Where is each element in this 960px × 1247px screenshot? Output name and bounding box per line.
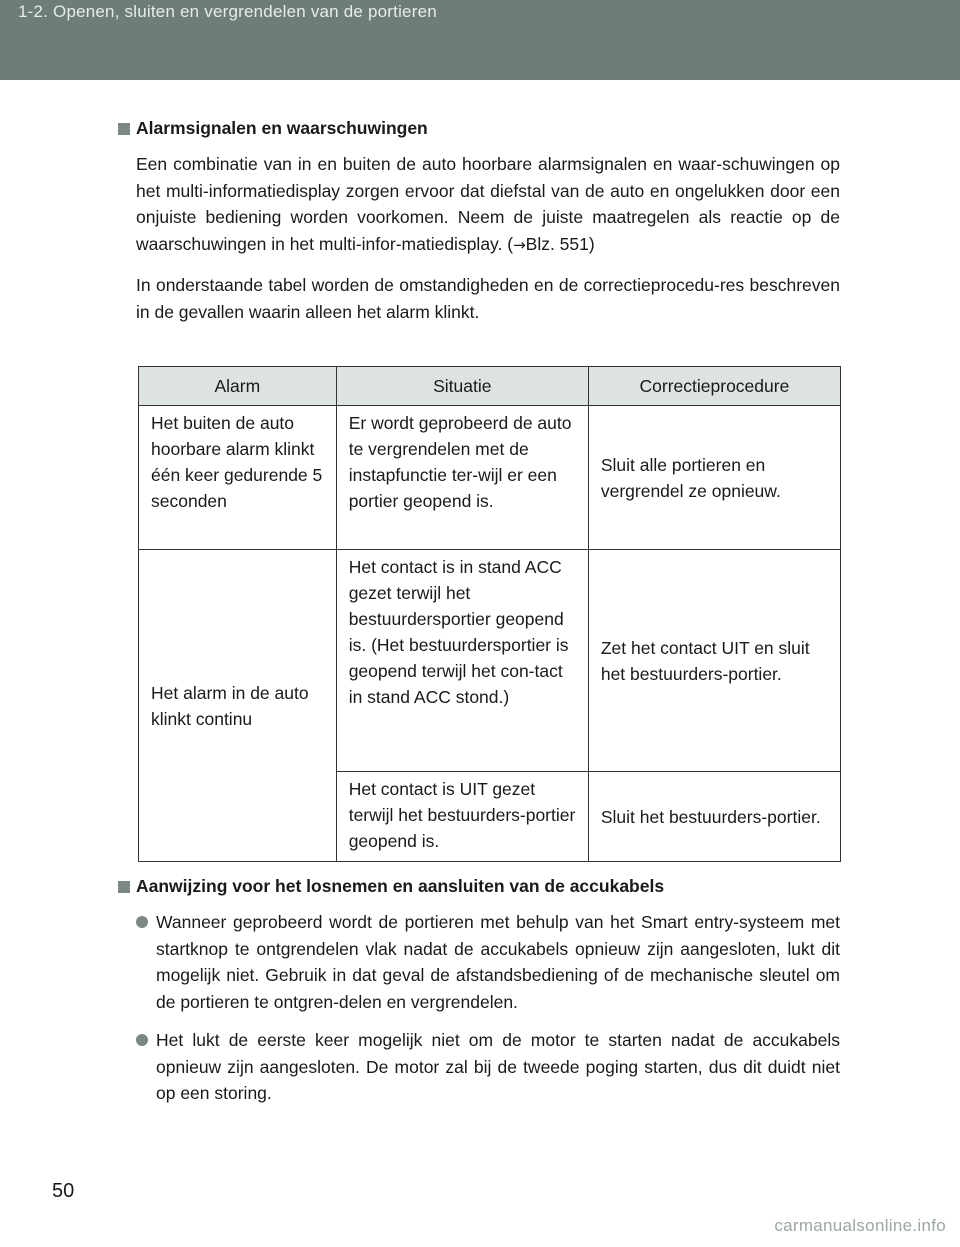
table-header-alarm: Alarm [139,367,337,406]
section-heading [118,118,840,139]
arrow-right-icon: → [513,235,526,254]
square-bullet-icon [118,881,130,893]
section-alarm-signals [118,118,840,339]
alarm-table [138,366,841,862]
table-cell-alarm: Het alarm in de auto klinkt continu [139,550,337,862]
intro-paragraph [136,151,840,258]
list-item-text: Wanneer geprobeerd wordt de portieren met behulp van het Smart entry-systeem met startknop te ontgrendelen vlak nadat de accukabels opnieuw zijn aangesloten, lukt dit mogelijk niet. Gebruik in dat geval de afstandsbediening of de mechanische sleutel om de portieren te ontgren-delen en vergrendelen. [156,912,840,1012]
circle-bullet-icon [136,916,148,928]
table-header-situation: Situatie [336,367,588,406]
intro-text: Een combinatie van in en buiten de auto hoorbare alarmsignalen en waar-schuwingen op het multi-informatiedisplay zorgen ervoor dat diefstal van de auto en ongelukken door een onjuiste bediening worden voorkomen. Neem de juiste maatregelen als reactie op de waarschuwingen in het multi-infor-matiedisplay. ( [136,154,840,254]
table-cell-situation: Het contact is in stand ACC gezet terwijl het bestuurdersportier geopend is. (Het bestuurdersportier is geopend terwijl het con-tact in stand ACC stond.) [336,550,588,772]
page-reference: Blz. 551) [525,233,595,254]
table-header-row [139,367,841,406]
table-cell-correction: Sluit het bestuurders-portier. [588,772,840,862]
section-battery-cables [118,876,840,1119]
table-intro-paragraph: In onderstaande tabel worden de omstandigheden en de correctieprocedu-res beschreven in de gevallen waarin alleen het alarm klinkt. [136,275,840,322]
section-heading-text: Aanwijzing voor het losnemen en aansluiten van de accukabels [136,876,665,896]
table-cell-correction: Sluit alle portieren en vergrendel ze opnieuw. [588,406,840,550]
table-cell-correction: Zet het contact UIT en sluit het bestuurders-portier. [588,550,840,772]
page-number: 50 [52,1180,75,1202]
table-row [139,406,841,550]
section-heading-text: Alarmsignalen en waarschuwingen [136,118,428,138]
list-item [136,1027,840,1107]
table-cell-situation: Het contact is UIT gezet terwijl het bestuurders-portier geopend is. [336,772,588,862]
table-row [139,550,841,772]
table-cell-situation: Er wordt geprobeerd de auto te vergrendelen met de instapfunctie ter-wijl er een portier geopend is. [336,406,588,550]
table-header-correction: Correctieprocedure [588,367,840,406]
circle-bullet-icon [136,1034,148,1046]
chapter-title: 1-2. Openen, sluiten en vergrendelen van de portieren [18,2,437,21]
list-item-text: Het lukt de eerste keer mogelijk niet om de motor te starten nadat de accukabels opnieuw zijn aangesloten. De motor zal bij de tweede poging starten, dus dit duidt niet op een storing. [156,1030,840,1103]
square-bullet-icon [118,123,130,135]
section-heading [118,876,840,897]
list-item [136,909,840,1015]
table-cell-alarm: Het buiten de auto hoorbare alarm klinkt één keer gedurende 5 seconden [139,406,337,550]
watermark: carmanualsonline.info [774,1216,946,1235]
page-header [0,0,960,80]
